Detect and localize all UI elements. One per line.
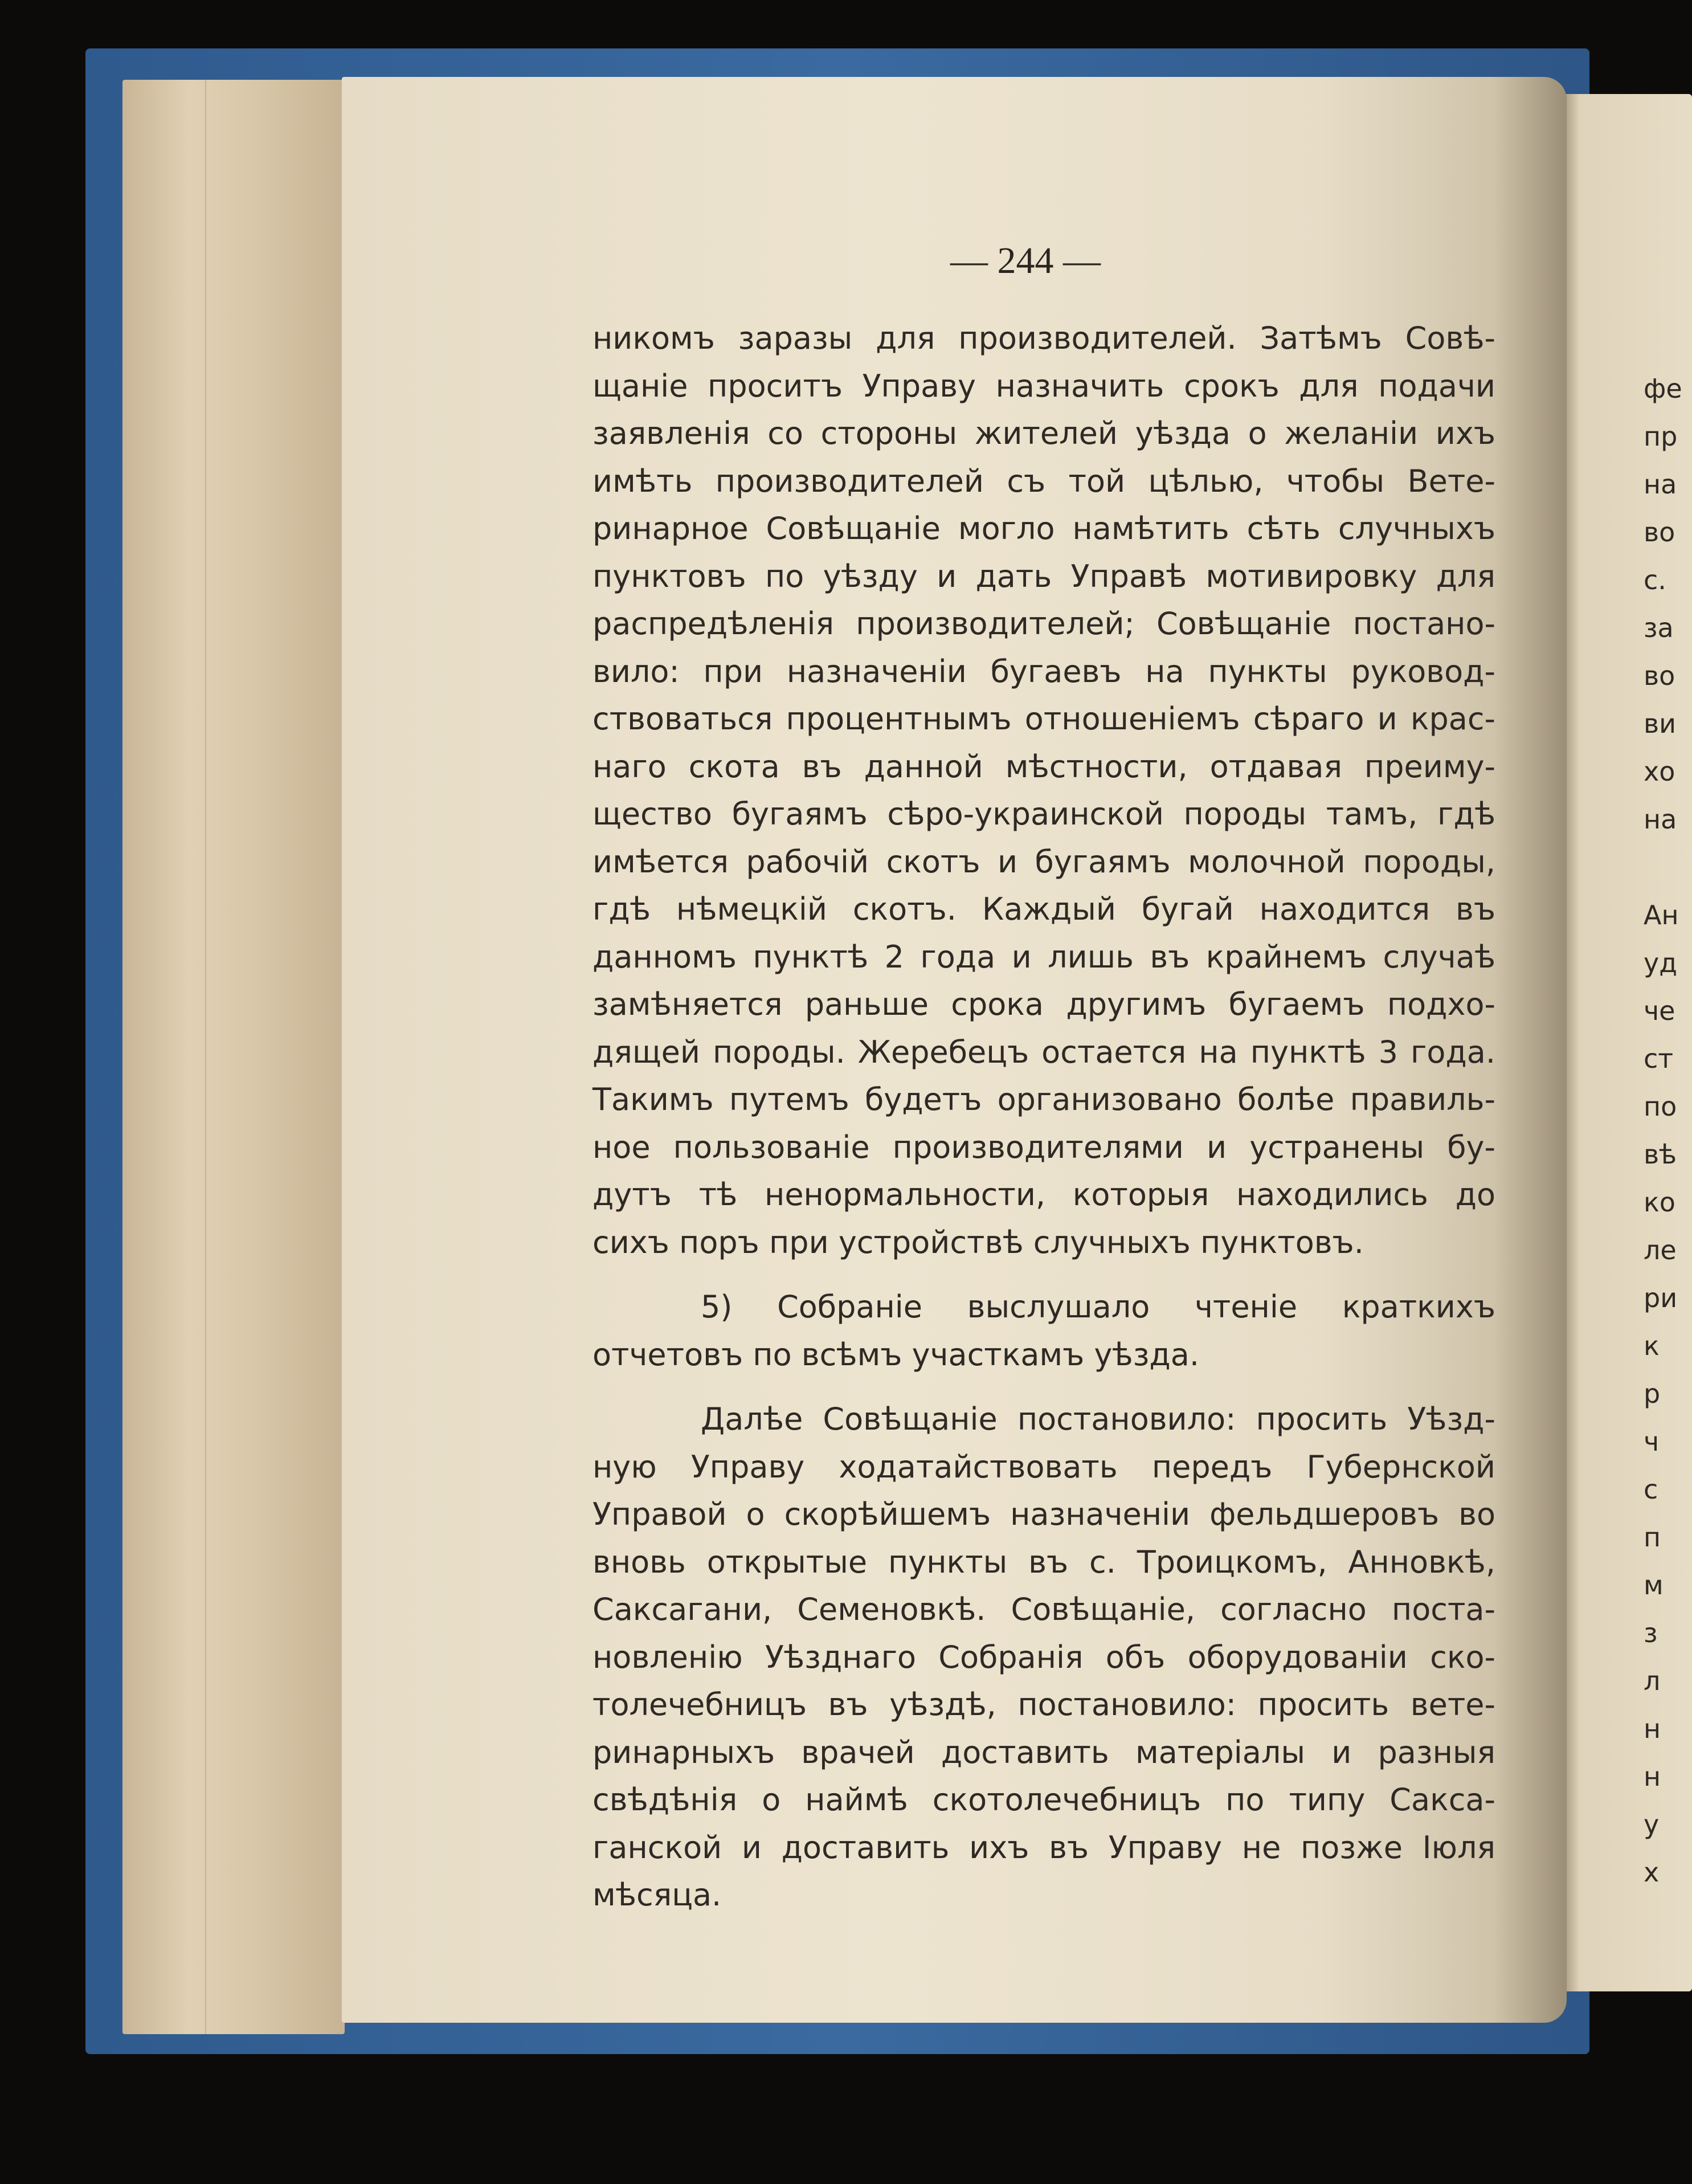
fragment: н: [1644, 1713, 1661, 1744]
text-line: дутъ тѣ ненормальности, которыя находились до: [592, 1177, 1495, 1213]
paragraph-gap: [592, 1266, 1495, 1283]
paragraph-3: [592, 1395, 1495, 1919]
text-line: щаніе проситъ Управу назначить срокъ для подачи: [592, 368, 1495, 404]
text-line: ринарныхъ врачей доставить матеріалы и разныя: [592, 1734, 1495, 1770]
fragment: хо: [1644, 756, 1675, 787]
fragment: н: [1644, 1761, 1661, 1792]
fragment: ч: [1644, 1426, 1660, 1457]
text-line: толечебницъ въ уѣздѣ, постановило: просить вете-: [592, 1687, 1495, 1722]
fragment: за: [1644, 613, 1674, 643]
fragment: на: [1644, 804, 1677, 835]
text-line: ринарное Совѣщаніе могло намѣтить сѣть случныхъ: [592, 511, 1495, 546]
text-line: ганской и доставить ихъ въ Управу не позже Іюля: [592, 1829, 1495, 1865]
paragraph-gap: [592, 1378, 1495, 1395]
fragment: во: [1644, 660, 1675, 691]
fragment: уд: [1644, 948, 1678, 978]
fragment: ст: [1644, 1043, 1674, 1074]
fragment: ко: [1644, 1187, 1675, 1218]
fragment: п: [1644, 1522, 1661, 1553]
fragment: во: [1644, 517, 1675, 548]
text-line: вновь открытые пункты въ с. Троицкомъ, Анновкѣ,: [592, 1544, 1495, 1580]
text-line: новленію Уѣзднаго Собранія объ оборудованіи ско-: [592, 1639, 1495, 1675]
fragment: ви: [1644, 708, 1677, 739]
fragment: по: [1644, 1091, 1677, 1122]
text-line: вило: при назначеніи бугаевъ на пункты руковод-: [592, 653, 1495, 689]
fragment: у: [1644, 1809, 1660, 1840]
text-line: ную Управу ходатайствовать передъ Губернской: [592, 1448, 1495, 1485]
page-stack-edge: [122, 80, 345, 2034]
fragment: х: [1644, 1857, 1660, 1888]
text-line: мѣсяца.: [592, 1877, 722, 1913]
text-line: наго скота въ данной мѣстности, отдавая преиму-: [592, 748, 1495, 785]
text-line: заявленія со стороны жителей уѣзда о желаніи ихъ: [592, 415, 1495, 451]
text-line: ствоваться процентнымъ отношеніемъ сѣраго и крас-: [592, 701, 1495, 737]
text-line: имѣть производителей съ той цѣлью, чтобы Вете-: [592, 463, 1495, 499]
fragment-gap: [1644, 843, 1678, 891]
fragment: на: [1644, 469, 1677, 500]
fragment: че: [1644, 995, 1675, 1026]
fragment: ри: [1644, 1283, 1678, 1313]
fragment: м: [1644, 1570, 1664, 1601]
paragraph-1: [592, 315, 1495, 1266]
text-line: 5) Собраніе выслушало чтеніе краткихъ: [701, 1289, 1495, 1325]
text-line: сихъ поръ при устройствѣ случныхъ пунктовъ.: [592, 1224, 1364, 1260]
text-line: дящей породы. Жеребецъ остается на пунктѣ 3 года.: [592, 1034, 1495, 1070]
text-line: Такимъ путемъ будетъ организовано болѣе правиль-: [592, 1081, 1495, 1117]
text-line: никомъ заразы для производителей. Затѣмъ Совѣ-: [592, 320, 1495, 356]
text-line: щество бугаямъ сѣро-украинской породы тамъ, гдѣ: [592, 796, 1495, 832]
fragment: с.: [1644, 565, 1666, 595]
text-line: отчетовъ по всѣмъ участкамъ уѣзда.: [592, 1336, 1200, 1373]
fragment: Ан: [1644, 900, 1679, 930]
text-line: пунктовъ по уѣзду и дать Управѣ мотивировку для: [592, 558, 1495, 594]
fragment: р: [1644, 1378, 1661, 1409]
fragment: к: [1644, 1330, 1660, 1361]
text-line: свѣдѣнія о наймѣ скотолечебницъ по типу Сакса-: [592, 1782, 1495, 1818]
text-line: распредѣленія производителей; Совѣщаніе постано-: [592, 606, 1495, 642]
text-line: Саксагани, Семеновкѣ. Совѣщаніе, согласно поста-: [592, 1591, 1495, 1627]
fragment: з: [1644, 1618, 1658, 1648]
text-line: Далѣе Совѣщаніе постановило: просить Уѣзд-: [701, 1401, 1495, 1437]
text-line: Управой о скорѣйшемъ назначеніи фельдшеровъ во: [592, 1496, 1495, 1532]
text-line: гдѣ нѣмецкій скотъ. Каждый бугай находится въ: [592, 891, 1495, 927]
fragment: л: [1644, 1665, 1661, 1696]
text-line: имѣется рабочій скотъ и бугаямъ молочной породы,: [592, 843, 1495, 880]
paragraph-2: [592, 1283, 1495, 1378]
fragment: вѣ: [1644, 1139, 1677, 1170]
fragment: фе: [1644, 373, 1682, 404]
fragment: с: [1644, 1474, 1658, 1505]
text-line: замѣняется раньше срока другимъ бугаемъ подхо-: [592, 986, 1495, 1022]
page-number: — 244 —: [950, 240, 1101, 281]
page-body: [592, 315, 1495, 1919]
fragment: пр: [1644, 421, 1678, 452]
fragment: ле: [1644, 1235, 1677, 1266]
text-line: ное пользованіе производителями и устранены бу-: [592, 1129, 1495, 1165]
facing-page-text: [1644, 365, 1682, 1896]
text-line: данномъ пунктѣ 2 года и лишь въ крайнемъ случаѣ: [592, 938, 1495, 975]
